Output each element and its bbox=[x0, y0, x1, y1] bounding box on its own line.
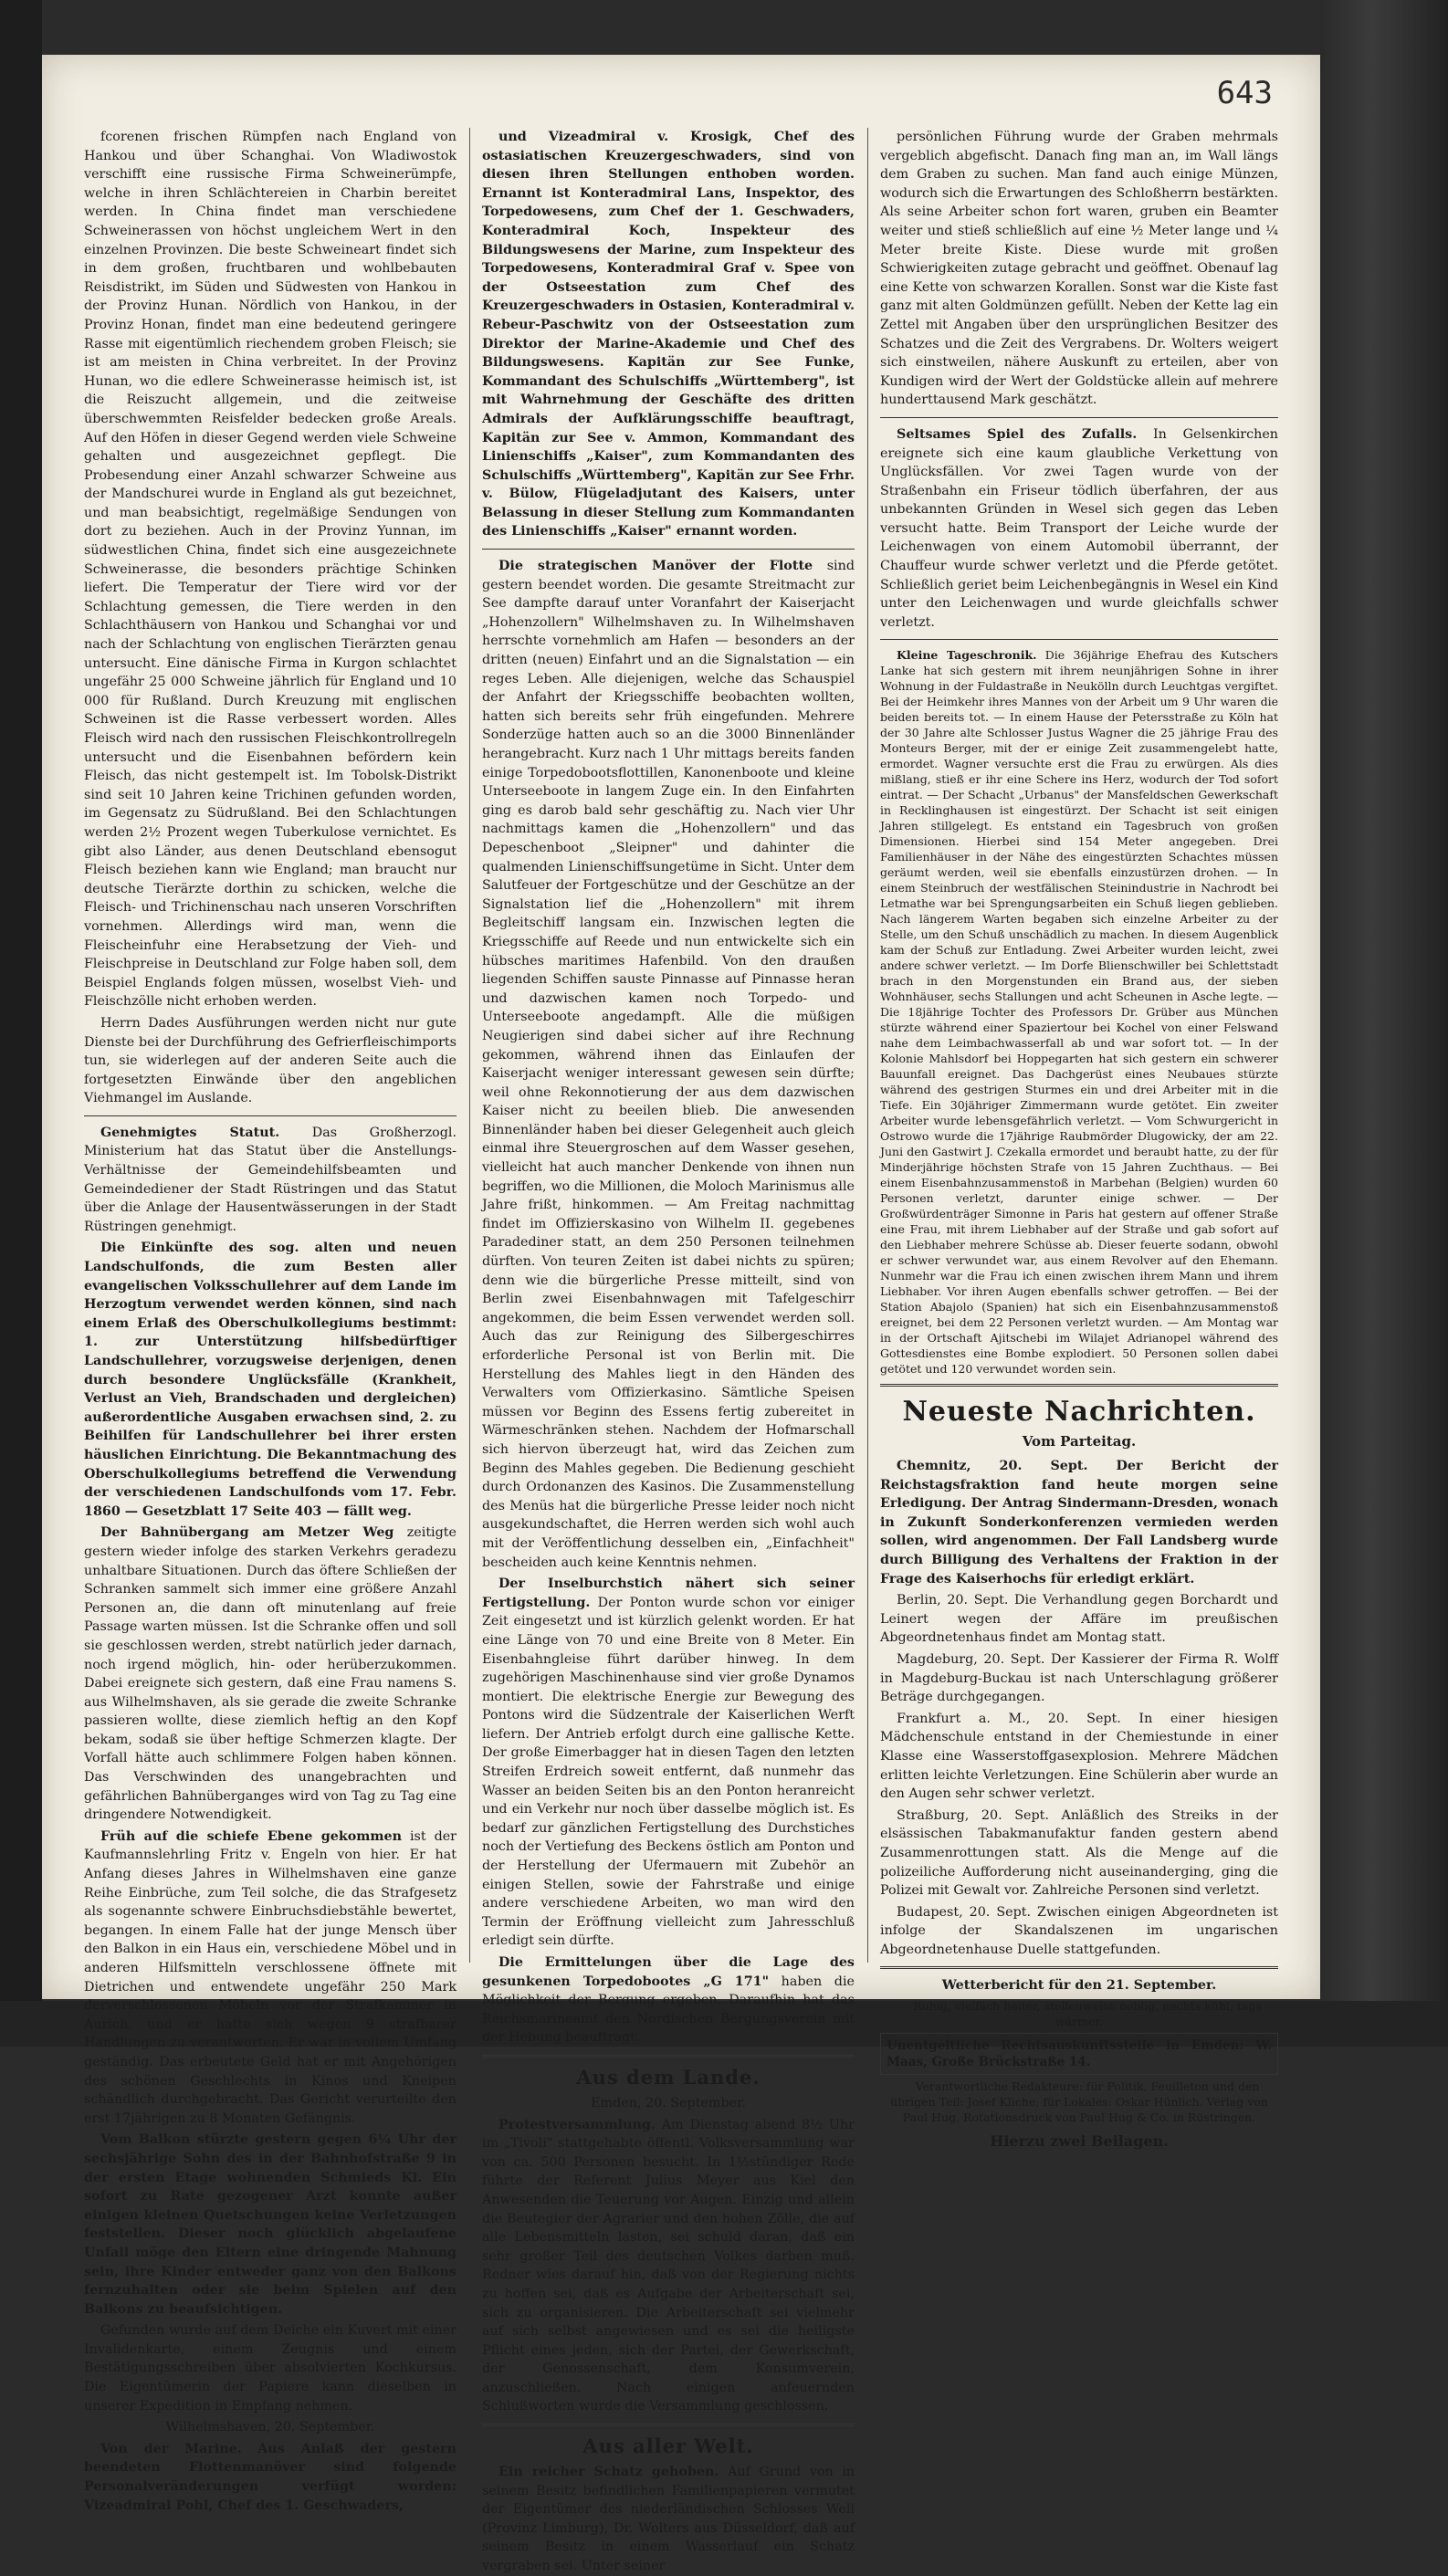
article-paragraph bbox=[482, 1953, 855, 2047]
article-heading: Der Bahnübergang am Metzer Weg bbox=[100, 1525, 394, 1541]
scan-border-right bbox=[1320, 0, 1448, 2047]
article-heading: Genehmigtes Statut. bbox=[100, 1125, 280, 1140]
article-paragraph bbox=[84, 2440, 456, 2515]
article-text: die zum Besten aller evangelischen Volksschullehrer auf dem Lande im Herzogtum verwendet werden können, sind nach einem Erlaß des Oberschulkollegiums bestimmt: 1. zur Unterstützung hilfsbedürftiger Landschullehrer, vorzugsweise derjenigen, denen durch besondere Unglücksfälle (Krankheit, Verlust an Vieh, Brandschaden und dergleichen) außerordentliche Ausgaben erwachsen sind, 2. zu Beihilfen für Landschullehrer bei ihrer ersten häuslichen Einrichtung. Die Bekanntmachung des Oberschulkollegiums betreffend die Verwendung der verschiedenen Landschulfonds vom 17. Febr. 1860 — Gesetzblatt 17 Seite 403 — fällt weg. bbox=[84, 1260, 456, 1519]
article-paragraph: Vom Balkon stürzte gestern gegen 6¼ Uhr der sechsjährige Sohn des in der Bahnhofstraße 9 in der ersten Etage wohnenden Schmieds Kl. Ein sofort zu Rate gezogener Arzt konnte außer einigen kleinen Quetschungen keine Verletzungen feststellen. Dieser noch glücklich abgelaufene Unfall möge den Eltern eine dringende Mahnung sein, ihre Kinder entweder ganz von den Balkons fernzuhalten oder sie beim Spielen auf den Balkons zu beaufsichtigen. bbox=[84, 2132, 456, 2317]
article-heading: Ein reicher Schatz gehoben. bbox=[498, 2465, 719, 2480]
legal-advice-box: Unentgeltliche Rechtsauskunftsstelle in Emden: W. Maas, Große Brückstraße 14. bbox=[880, 2033, 1278, 2075]
article-paragraph: persönlichen Führung wurde der Graben mehrmals vergeblich abgefischt. Danach fing man an, im Wall längs dem Graben zu suchen. Man fand auch einige Münzen, wodurch sich die Erwartungen des Schloßherrn bestärkten. Als seine Arbeiter schon fort waren, gruben ein Beamter weiter und stieß schließlich auf eine ½ Meter lange und ¼ Meter breite Kiste. Diese wurde mit großen Schwierigkeiten zutage gebracht und geöffnet. Obenauf lag eine Kette von schwarzen Korallen. Sonst war die Kiste fast ganz mit alten Goldmünzen gefüllt. Neben der Kette lag ein Zettel mit Angaben über den ursprünglichen Besitzer des Schatzes und die Zeit des Vergrabens. Dr. Wolters weigert sich einstweilen, nähere Auskunft zu erteilen, aber von Kundigen wird der Wert der Goldstücke allein auf mehrere hunderttausend Mark geschätzt. bbox=[880, 130, 1278, 408]
dateline: Emden, 20. September. bbox=[591, 2095, 746, 2110]
article-text: Am Dienstag abend 8½ Uhr im „Tivoli" stattgehabte öffentl. Volksversammlung war von ca. 500 Personen besucht. In 1½stündiger Rede führte der Referent Julius Meyer aus Kiel den Anwesenden die Teuerung vor Augen. Einzig und allein die Beutegier der Agrarier und den hohen Zölle, die auf alle Lebensmitteln lasten, sei schuld daran, daß ein sehr großer Teil des deutschen Volkes darben muß. Redner wies darauf hin, daß von der Regierung nichts zu hoffen sei, daß es Aufgabe der Arbeiterschaft sei, sich zu organisieren. Die Arbeiterschaft sei vielmehr auf sich selbst angewiesen und es sei die heiligste Pflicht eines jeden, sich der Partei, der Gewerkschaft, der Genossenschaft, dem Konsumverein, anzuschließen. Nach einigen anfeuernden Schlußworten wurde die Versammlung geschlossen. bbox=[482, 2117, 855, 2414]
newspaper-page bbox=[42, 55, 1320, 2574]
page-number: 643 bbox=[1216, 75, 1273, 111]
dateline: Wilhelmshaven, 20. September. bbox=[165, 2420, 375, 2435]
weather-text: Ruhig, vielfach heiter, stellenweise neblig, nachts kühl, tags wärmer. bbox=[913, 1999, 1262, 2029]
supplements-note: Hierzu zwei Beilagen. bbox=[990, 2132, 1169, 2151]
column-divider bbox=[867, 128, 868, 1963]
article-paragraph bbox=[880, 425, 1278, 633]
article-text: Auf Grund von in seinem Besitz befindlichen Familienpapieren vermutet der Eigentümer des niederländischen Schlosses Well (Provinz Limburg), Dr. Wolters aus Düsseldorf, daß auf seinem Besitz in einem Wasserlauf ein Schatz vergraben sei. Unter seiner bbox=[482, 2465, 855, 2574]
divider bbox=[880, 1384, 1278, 1387]
weather-heading: Wetterbericht für den 21. September. bbox=[941, 1978, 1217, 1994]
scan-border-left bbox=[0, 0, 42, 2047]
article-paragraph: Budapest, 20. Sept. Zwischen einigen Abgeordneten ist infolge der Skandalszenen im ungarischen Abgeordnetenhause Duelle stattgefunden. bbox=[880, 1904, 1278, 1957]
article-heading: Seltsames Spiel des Zufalls. bbox=[897, 426, 1138, 442]
divider bbox=[482, 2424, 855, 2426]
article-text: sind gestern beendet worden. Die gesamte Streitmacht zur See dampfte darauf unter Voranfahrt der Kaiserjacht „Hohenzollern" Wilhelmshaven zu. In Wilhelmshaven herrschte vornehmlich am Hafen — besonders an der dritten (neuen) Einfahrt und an die Signalstation — ein reges Leben. Alle diejenigen, welche das Schauspiel der Anfahrt der Kriegsschiffe beobachten wollten, hatten sich bereits sehr früh eingefunden. Mehrere Sonderzüge hatten auch so an die 3000 Binnenländer herangebracht. Kurz nach 1 Uhr mittags bereits fanden einige Torpedobootsflottillen, Kanonenboote und kleine Unterseeboote in langem Zuge ein. In den Einfahrten ging es darob bald sehr geschäftig zu. Nach vier Uhr nachmittags kamen die „Hohenzollern" und das Depeschenboot „Sleipner" und dahinter die qualmenden Linienschiffsungetüme in Sicht. Unter dem Salutfeuer der Fortgeschütze und der Geschütze an der Signalstation lief die „Hohenzollern" mit ihrem Begleitschiff langsam ein. Inzwischen legten die Kriegsschiffe auf Reede und nun entwickelte sich ein hübsches maritimes Hafenbild. Von den draußen liegenden Schiffen sauste Pinnasse auf Pinnasse heran und dazwischen kamen noch Torpedo- und Unterseeboote angedampft. Alle die müßigen Neugierigen sind dabei sicher auf ihre Rechnung gekommen, während ihnen das Einlaufen der Kaiserjacht weniger interessant gewesen sein dürfte; weil ohne Rekonnotierung der aus dem dazwischen Kaiser nicht zu beeilen blieb. Die anwesenden Binnenländer haben bei dieser Gelegenheit auch gleich einmal ihre Steuergroschen auf dem Wasser gesehen, vielleicht hat auch mancher Denkende von ihnen nun begriffen, wo die Millionen, die Moloch Marinismus alle Jahre frißt, hinkommen. — Am Freitag nachmittag findet im Offizierskasino von Wilhelm II. gegebenes Paradediner statt, an dem 250 Personen teilnehmen dürften. Von teuren Zeiten ist dabei nichts zu spüren; denn wie die bürgerliche Presse mitteilt, sind von Berlin zwei Eisenbahnwagen mit Tafelgeschirr angekommen, die beim Essen verwendet werden soll. Auch das zur Reinigung des Silbergeschirres erforderliche Personal ist von Berlin mit. Die Herstellung des Mahles liegt in den Händen des Verwalters vom Offizierkasino. Sämtliche Speisen müssen vor Beginn des Essens fertig zubereitet in Wärmeschränken stehen. Nachdem der Hofmarschall sich hiervon überzeugt hat, wird das Zeichen zum Beginn des Mahles gegeben. Die Bedienung geschieht durch Ordonanzen des Kasinos. Die Zusammenstellung des Menüs hat die bürgerliche Presse leider noch nicht ausgekundschaftet, die Herren werden sich wohl auch mit der Veröffentlichung desselben ein, „Einfachheit" bescheiden auch keine Kenntnis nehmen. bbox=[482, 559, 855, 1570]
article-paragraph: Frankfurt a. M., 20. Sept. In einer hiesigen Mädchenschule entstand in der Chemiestunde in einer Klasse eine Wasserstoffgasexplosion. Mehrere Mädchen erlitten leichte Verletzungen. Eine Schülerin aber wurde an den Augen sehr schwer verletzt. bbox=[880, 1711, 1278, 1802]
article-paragraph bbox=[482, 2116, 855, 2417]
section-subheading: Vom Parteitag. bbox=[1022, 1433, 1137, 1450]
article-paragraph: Magdeburg, 20. Sept. Der Kassierer der Firma R. Wolff in Magdeburg-Buckau ist nach Unterschlagung größerer Beträge durchgegangen. bbox=[880, 1651, 1278, 1705]
article-paragraph bbox=[880, 647, 1278, 1377]
article-paragraph: Gefunden wurde auf dem Deiche ein Kuvert mit einer Invalidenkarte, einem Zeugnis und einem Bestätigungsschreiben über absolvierten Kochkursus. Die Eigentümerin der Papiere kann dieselben in unserer Expedition in Empfang nehmen. bbox=[84, 2323, 456, 2414]
article-paragraph: Herrn Dades Ausführungen werden nicht nur gute Dienste bei der Durchführung des Gefrierfleischimports tun, sie widerlegen auf der anderen Seite auch die fortgesetzten Einwände über den angeblichen Viehmangel im Auslande. bbox=[84, 1015, 456, 1106]
article-paragraph bbox=[84, 1239, 456, 1521]
article-heading: Die strategischen Manöver der Flotte bbox=[498, 559, 813, 574]
article-heading: Die Ermittelungen über die Lage des gesunkenen Torpedobootes „G 171" bbox=[482, 1955, 855, 1989]
article-text: Das Großherzogl. Ministerium hat das Statut über die Anstellungs-Verhältnisse der Gemeindehilfsbeamten und Gemeindediener der Stadt Rüstringen und das Statut über die Anlage der Hausentwässerungen in der Stadt Rüstringen genehmigt. bbox=[84, 1125, 456, 1234]
article-paragraph: Straßburg, 20. Sept. Anläßlich des Streiks in der elsässischen Tabakmanufaktur fanden gestern abend Zusammenrottungen statt. Als die Menge auf die polizeiliche Aufforderung nicht auseinanderging, ging die Polizei mit Gewalt vor. Zahlreiche Personen sind verletzt. bbox=[880, 1807, 1278, 1899]
column-1 bbox=[84, 128, 457, 2513]
article-heading: Protestversammlung. bbox=[498, 2117, 656, 2132]
article-paragraph bbox=[84, 1524, 456, 1825]
imprint: Verantwortliche Redakteure: für Politik, Feuilleton und den übrigen Teil: Josef Kliche; für Lokales: Oskar Hünlich. Verlag von Paul Hug, Rotationsdruck von Paul Hug & Co. in Rüstringen. bbox=[890, 2079, 1268, 2125]
article-paragraph: Berlin, 20. Sept. Die Verhandlung gegen Borchardt und Leinert wegen der Affäre im preußischen Abgeordnetenhaus findet am Montag statt. bbox=[880, 1593, 1278, 1646]
divider bbox=[880, 639, 1278, 640]
article-text: Der Ponton wurde schon vor einiger Zeit eingesetzt und ist kürzlich gelenkt worden. Er hat eine Länge von 70 und eine Breite von 8 Meter. Ein Eisenbahngleise führt darüber hinweg. In dem zugehörigen Maschinenhause sind vier große Dynamos montiert. Die elektrische Energie zur Bewegung des Pontons wird die Südzentrale der Kaiserlichen Werft liefern. Der Antrieb erfolgt durch eine gallische Kette. Der große Eimerbagger hat in diesen Tagen den letzten Streifen Erdreich soweit entfernt, daß nunmehr das Wasser an beiden Seiten bis an den Ponton heranreicht und ein Verkehr nur noch über dasselbe möglich ist. Es bedarf zur gänzlichen Fertigstellung des Durchstiches noch der Vertiefung des Beckens östlich am Ponton und der Herstellung der Ufermauern mit Zubehör an einigen Stellen, sowie der Fahrstraße und einige andere verschiedene Arbeiten, wo man wird den Termin der Eröffnung vielleicht zum Jahresschluß erledigt sein dürfte. bbox=[482, 1595, 855, 1949]
article-heading: Der Inselburchstich nähert sich seiner Fertigstellung. bbox=[482, 1576, 855, 1610]
divider bbox=[482, 549, 855, 550]
article-paragraph bbox=[84, 1827, 456, 2129]
section-heading: Aus dem Lande. bbox=[576, 2065, 761, 2089]
divider bbox=[880, 417, 1278, 418]
article-heading: Von der Marine. bbox=[100, 2441, 242, 2456]
article-text: Aus Anlaß der gestern beendeten Flottenmanöver sind folgende Personalveränderungen verfügt worden: Vizeadmiral Pohl, Chef des 1. Geschwaders, bbox=[84, 2441, 456, 2513]
divider bbox=[880, 1966, 1278, 1969]
article-paragraph: und Vizeadmiral v. Krosigk, Chef des ostasiatischen Kreuzergeschwaders, sind von diesen ihren Stellungen enthoben worden. Ernannt ist Konteradmiral Lans, Inspektor, des Torpedowesens, zum Chef der 1. Geschwaders, Konteradmiral Koch, Inspekteur des Bildungswesens der Marine, zum Inspekteur des Torpedowesens, Konteradmiral Graf v. Spee von der Ostseestation zum Chef des Kreuzergeschwaders in Ostasien, Konteradmiral v. Rebeur-Paschwitz von der Ostseestation zum Direktor der Marine-Akademie und Chef des Bildungswesens. Kapitän zur See Funke, Kommandant des Schulschiffs „Württemberg", ist mit Wahrnehmung der Geschäfte des dritten Admirals der Aufklärungsschiffe beauftragt, Kapitän zur See v. Ammon, Kommandant des Linienschiffs „Kaiser", zum Kommandanten des Schulschiffs „Württemberg", Kapitän zur See Frhr. v. Bülow, Flügeladjutant des Kaisers, unter Belassung in dieser Stellung zum Kommandanten des Linienschiffs „Kaiser" ernannt worden. bbox=[482, 130, 855, 539]
article-text: Die 36jährige Ehefrau des Kutschers Lanke hat sich gestern mit ihrem neunjährigen Sohne in ihrer Wohnung in der Fuldastraße in Neukölln durch Leuchtgas vergiftet. Bei der Heimkehr ihres Mannes von der Arbeit um 9 Uhr waren die beiden bereits tot. — In einem Hause der Petersstraße zu Köln hat der 30 Jahre alte Schlosser Justus Wagner die 25 jährige Frau des Monteurs Berger, mit der er einige Zeit zusammengelebt hatte, ermordet. Wagner versuchte erst die Frau zu erwürgen. Als dies mißlang, stieß er ihr eine Schere ins Herz, wodurch der Tod sofort eintrat. — Der Schacht „Urbanus" der Mansfeldschen Gewerkschaft in Recklinghausen ist eingestürzt. Der Schacht ist seit einigen Jahren stillgelegt. Es entstand ein Tagesbruch von großen Dimensionen. Hierbei sind 154 Meter angegeben. Drei Familienhäuser in der Nähe des eingestürzten Schachtes müssen geräumt werden, weil sie ebenfalls einzustürzen drohen. — In einem Steinbruch der westfälischen Steinindustrie in Nachrodt bei Letmathe war bei Sprengungsarbeiten ein Schuß liegen geblieben. Nach längerem Warten begaben sich einzelne Arbeiter zu der Stelle, um den Schuß unschädlich zu machen. In diesem Augenblick kam der Schuß zur Entladung. Zwei Arbeiter wurden leicht, zwei andere schwer verletzt. — Im Dorfe Blienschwiller bei Schlettstadt brach in den Morgenstunden ein Brand aus, der sieben Wohnhäuser, sechs Stallungen und acht Scheunen in Asche legte. — Die 18jährige Tochter des Professors Dr. Grüber aus München stürzte während einer Spaziertour bei Kochel von einer Felswand nahe dem Leimbachwasserfall ab und war sofort tot. — In der Kolonie Mahlsdorf bei Hoppegarten hat sich gestern ein schwerer Bauunfall ereignet. Das Dachgerüst eines Neubaues stürzte während des gestrigen Sturmes ein und drei Arbeiter mit in die Tiefe. Ein 30jähriger Zimmermann wurde getötet. Ein zweiter Arbeiter wurde lebensgefährlich verletzt. — Vom Schwurgericht in Ostrowo wurde die 17jährige Raubmörder Dlugowicky, der am 22. Juni den Gastwirt J. Czekalla ermordet und beraubt hatte, zu der für Minderjährige höchsten Strafe von 15 Jahren Zuchthaus. — Bei einem Eisenbahnzusammenstoß in Marbehan (Belgien) wurden 60 Personen verletzt, darunter einige schwer. — Der Großwürdenträger Simonne in Paris hat gestern auf offener Straße eine Frau, mit ihrem Liebhaber auf der Straße und gab sofort auf den Liebhaber mehrere Schüsse ab. Dieser feuerte sodann, obwohl er schwer verwundet war, aus einem Revolver auf den Ehemann. Nunmehr war die Frau ich einen zwischen ihrem Mann und ihrem Liebhaber. Vor ihren Augen ebenfalls schwer getroffen. — Bei der Station Abajolo (Spanien) hat sich ein Eisenbahnzusammenstoß ereignet, bei dem 22 Personen verletzt wurden. — Am Montag war in der Ortschaft Ajitschebi im Wilajet Adrianopel während des Gottesdienstes eine Bombe explodiert. 50 Personen sollen dabei getötet und 120 verwundet worden sein. bbox=[880, 648, 1278, 1377]
article-text: haben die Möglichkeit der Bergung ergeben. Daraufhin hat das Reichsmarineamt den Nordischen Bergungsverein mit der Hebung beauftragt. bbox=[482, 1974, 855, 2046]
article-paragraph: Chemnitz, 20. Sept. Der Bericht der Reichstagsfraktion fand heute morgen seine Erledigung. Der Antrag Sindermann-Dresden, wonach in Zukunft Sonderkonferenzen vermieden werden sollen, wird angenommen. Der Fall Landsberg wurde durch Billigung des Verhaltens der Fraktion in der Frage des Kaiserhochs für erledigt erklärt. bbox=[880, 1459, 1278, 1586]
section-heading: Neueste Nachrichten. bbox=[902, 1396, 1256, 1429]
divider bbox=[84, 1115, 456, 1116]
article-heading: Kleine Tageschronik. bbox=[897, 648, 1037, 663]
article-text: In Gelsenkirchen ereignete sich eine kaum glaubliche Verkettung von Unglücksfällen. Vor zwei Tagen wurde von der Straßenbahn ein Friseur tödlich überfahren, der aus unbekannten Gründen in Wesel sich gegen das Leben versucht hatte. Beim Transport der Leiche wurde der Leichenwagen von einem Automobil überrannt, der Chauffeur wurde schwer verletzt und die Pferde getötet. Schließlich geriet beim Leichenbegängnis in Wesel ein Kind unter den Leichenwagen und wurde gleichfalls schwer verletzt. bbox=[880, 426, 1278, 630]
article-text: zeitigte gestern wieder infolge des starken Verkehrs geradezu unhaltbare Situationen. Durch das öftere Schließen der Schranken sammelt sich immer eine größere Anzahl Personen an, die dann oft minutenlang auf freie Passage warten müssen. Ist die Schranke offen und soll sie geschlossen werden, strebt natürlich jeder darnach, noch irgend möglich, hin- oder herüberzukommen. Dabei ereignete sich gestern, daß eine Frau namens S. aus Wilhelmshaven, als sie gerade die zweite Schranke passieren wollte, diese ziemlich heftig an den Kopf bekam, sodaß sie über heftige Schmerzen klagte. Der Vorfall hätte auch schlimmere Folgen haben können. Das Verschwinden des unangebrachten und gefährlichen Bahnüberganges wird von Tag zu Tag eine dringendere Notwendigkeit. bbox=[84, 1525, 456, 1823]
column-3 bbox=[880, 128, 1278, 2151]
article-paragraph: fcorenen frischen Rümpfen nach England von Hankou und über Schanghai. Von Wladiwostok verschifft eine russische Firma Schweinerümpfe, welche in ihren Schlächtereien in Charbin bereitet werden. In China findet man verschiedene Schweinerassen von höchst ungleichem Wert in den einzelnen Provinzen. Die beste Schweineart findet sich in dem großen, fruchtbaren und wohlbebauten Reisdistrikt, im Süden und Südwesten von Hankou in der Provinz Hunan. Nördlich von Hankou, in der Provinz Honan, findet man eine bedeutend geringere Rasse mit eigentümlich riechendem groben Fleisch; sie ist am meisten in China verbreitet. In der Provinz Hunan, wo die edlere Schweinerasse heimisch ist, ist die Reiszucht allgemein, und die zeitweise überschwemmten Reisfelder bedecken große Areals. Auf den Höfen in dieser Gegend werden viele Schweine gehalten und ausgezeichnet gepflegt. Die Probesendung einer Anzahl schwarzer Schweine aus der Mandschurei wurde in England als gut bezeichnet, und man beabsichtigt, regelmäßige Sendungen von dort zu beziehen. Auch in der Provinz Yunnan, im südwestlichen China, findet sich eine ausgezeichnete Schweinerasse, die besonders prächtige Schinken liefert. Die Temperatur der Tiere wird vor der Schlachtung gemessen, die Tiere werden in den Schlachthäusern von Hankou und Schanghai vor und nach der Schlachtung von englischen Tierärzten genau untersucht. Eine dänische Firma in Kurgon schlachtet ungefähr 25 000 Schweine jährlich für England und 10 000 für Rußland. Durch Kreuzung mit englischen Schweinen ist die Rasse verbessert worden. Alles Fleisch wird nach den russischen Fleischkontrollregeln untersucht und die Eisenbahnen befördern kein Fleisch, das nicht gestempelt ist. Im Tobolsk-Distrikt sind seit 10 Jahren keine Trichinen gefunden worden, im Gegensatz zu Südrußland. Bei den Schlachtungen werden 2½ Prozent wegen Tuberkulose vernichtet. Es gibt also Länder, aus denen Deutschland ebensogut Fleisch beziehen kann wie England; man braucht nur deutsche Tierärzte dorthin zu schicken, welche die Fleisch- und Trichinenschau nach unseren Vorschriften vornehmen. Allerdings wird man, wenn die Fleischeinfuhr eine Herabsetzung der Vieh- und Fleischpreise in Deutschland zur Folge haben soll, dem Beispiel Englands folgen müssen, woselbst Vieh- und Fleischzölle nicht erhoben werden. bbox=[84, 130, 456, 1010]
article-heading: Früh auf die schiefe Ebene gekommen bbox=[100, 1828, 403, 1844]
article-heading: Die Einkünfte des sog. alten und neuen Landschulfonds, bbox=[84, 1241, 456, 1275]
article-paragraph bbox=[84, 1124, 456, 1237]
column-divider bbox=[469, 128, 470, 1963]
article-paragraph bbox=[482, 2463, 855, 2576]
divider bbox=[482, 2055, 855, 2058]
section-heading: Aus aller Welt. bbox=[582, 2435, 754, 2458]
article-text: ist der Kaufmannslehrling Fritz v. Engeln von hier. Er hat Anfang dieses Jahres in Wilhelmshaven eine ganze Reihe Einbrüche, zum Teil solche, die das Strafgesetz als sogenannte schwere Einbruchsdiebstähle bewertet, begangen. In einem Falle hat der junge Mensch über den Balkon in ein Haus ein, verschiedene Möbel und in anderen Hilfsmitteln verschlossene öffnete mit Dietrichen und entwendete ungefähr 250 Mark derverschlossenen Möbeln vor der Strafkammer in Aurich, und er hatte sich wegen 9 strafbarer Handlungen zu verantworten. Er war in vollem Umfang geständig. Das erbeutete Geld hat er mit Angehörigen des schönen Geschlechts in Kinos und Kneipen schändlich durchgebracht. Das Gericht verurteilte den erst 17jährigen zu 8 Monaten Gefängnis. bbox=[84, 1828, 457, 2126]
article-paragraph bbox=[482, 557, 855, 1572]
column-2 bbox=[482, 128, 855, 2574]
article-paragraph bbox=[482, 1575, 855, 1951]
